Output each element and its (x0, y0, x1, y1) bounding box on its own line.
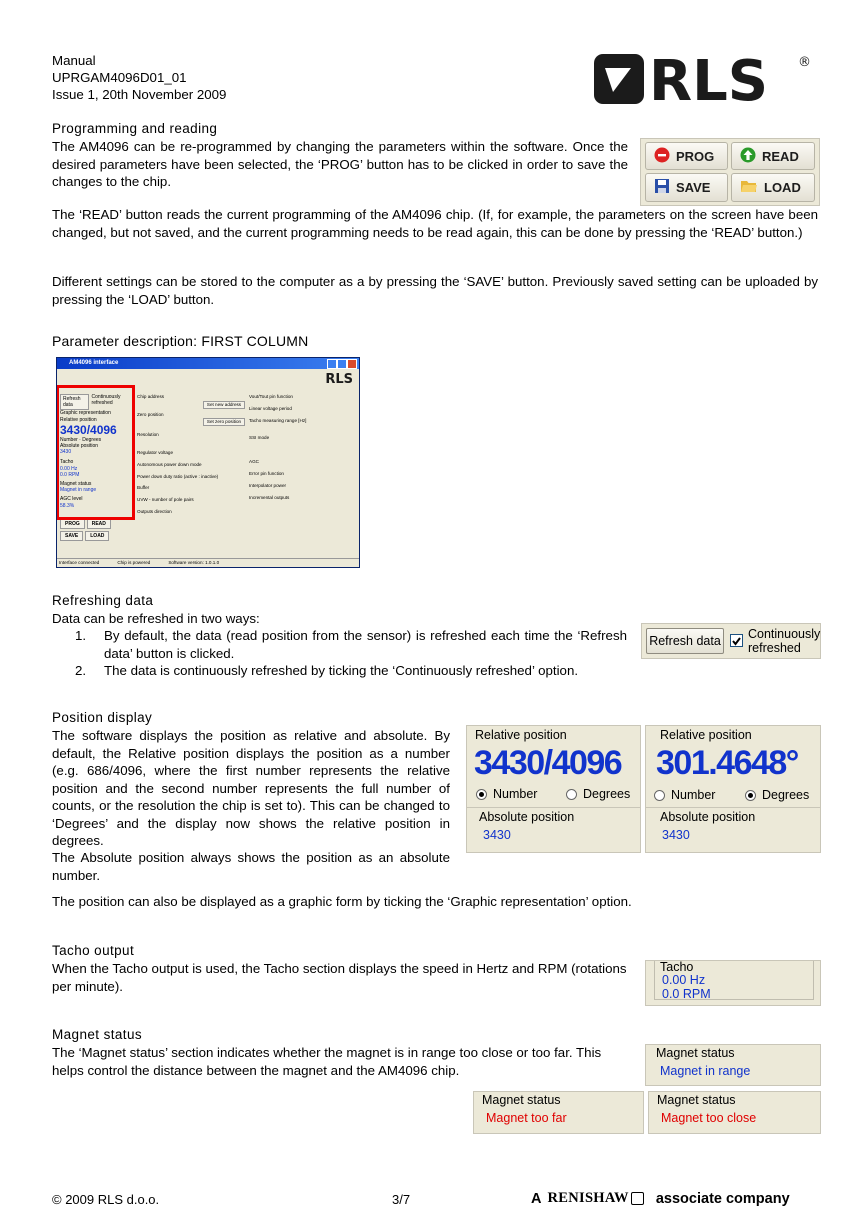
mini-outputs: Outputs direction (137, 508, 172, 514)
absolute-position-value-2: 3430 (662, 828, 690, 842)
refreshing-intro: Data can be refreshed in two ways: (52, 611, 260, 626)
mini-rls-logo: RLS (325, 372, 353, 387)
tacho-label: Tacho (660, 960, 694, 974)
mini-set-zero-button[interactable]: Set zero position (203, 418, 245, 426)
mini-regulator: Regulator voltage (137, 449, 174, 455)
minimize-icon[interactable] (327, 359, 337, 369)
mini-agc-label: AGC level (60, 496, 83, 503)
mini-ssi: SSI mode (249, 435, 270, 441)
mini-agc: AGC (249, 459, 259, 465)
mini-buffer: Buffer (137, 485, 150, 491)
absolute-position-panel-right (645, 807, 821, 853)
footer-page-number: 3/7 (392, 1192, 411, 1207)
mini-magnet-label: Magnet status (60, 481, 92, 488)
mini-abs-value: 3430 (60, 449, 72, 456)
absolute-position-label-2: Absolute position (660, 810, 756, 824)
mini-tacho-rpm: 0.0 RPM (60, 471, 80, 478)
degrees-radio[interactable] (566, 787, 630, 801)
absolute-position-label: Absolute position (479, 810, 575, 824)
first-column: Refresh data Continuously refreshed Graphic representation Relative position 3430/4096 Number · Degrees Absolute position 3430 Tacho 0.00 Hz 0.0 RPM Magnet status Magnet in range AGC level 58.3% PROG READ SAVE LOAD (60, 394, 132, 541)
degrees-radio-selected[interactable] (745, 788, 809, 802)
mini-number-option[interactable]: Number (60, 436, 78, 443)
check-icon (731, 636, 742, 647)
refreshing-list (75, 627, 627, 680)
refresh-panel (641, 623, 821, 659)
prog-button[interactable] (645, 142, 728, 170)
mini-prog-button[interactable]: PROG (60, 519, 85, 529)
renishaw-mark-icon (631, 1192, 644, 1205)
rls-logo (593, 52, 815, 109)
mini-rel-label: Relative position (60, 416, 97, 423)
renishaw-logo-text: RENISHAW (547, 1190, 629, 1206)
close-icon[interactable] (347, 359, 357, 369)
mini-zero-position: Zero position (137, 411, 164, 417)
radio-off-icon (654, 790, 665, 801)
mini-rel-value: 3430/4096 (60, 422, 117, 437)
arrow-up-icon (740, 147, 756, 166)
save-button-label: SAVE (676, 180, 711, 195)
magnet-status-label: Magnet status (656, 1046, 735, 1060)
mini-vout: Vout/Tout pin function (249, 394, 293, 399)
section-title-parameter-description: Parameter description: FIRST COLUMN (52, 333, 309, 349)
mini-abs-label: Absolute position (60, 443, 99, 450)
mini-set-address-button[interactable]: Set new address (203, 401, 245, 409)
am4096-interface-screenshot (56, 357, 360, 568)
relative-position-label: Relative position (475, 728, 567, 742)
programming-paragraph-2: The ‘READ’ button reads the current programming of the AM4096 chip. (If, for example, the parameters on the screen have been changed, but not saved, and the current programming needs to be read again, this can be done by pressing the ‘READ’ button.) (52, 207, 818, 240)
list-item-2: The data is continuously refreshed by ticking the ‘Continuously refreshed’ option. (104, 663, 579, 678)
magnet-paragraph: The ‘Magnet status’ section indicates whether the magnet is in range too close or too far. This helps control the distance between the magnet and the AM4096 chip. (52, 1045, 602, 1078)
list-item-1-number: 1. (75, 628, 87, 643)
mini-tacho-hz: 0.00 Hz (60, 465, 78, 472)
continuously-label-line2: refreshed (748, 641, 801, 655)
magnet-status-label-3: Magnet status (657, 1093, 736, 1107)
status-version: Software version: 1.0.1.0 (168, 560, 220, 565)
tacho-hz-value: 0.00 Hz (662, 973, 706, 987)
mini-magnet-value: Magnet in range (60, 487, 97, 494)
mini-save-button[interactable]: SAVE (60, 531, 83, 541)
section-title-position: Position display (52, 710, 153, 725)
section-title-magnet: Magnet status (52, 1027, 142, 1042)
registered-mark: ® (798, 55, 811, 70)
absolute-position-panel-left (466, 807, 641, 853)
relative-position-value: 3430/4096 (474, 744, 622, 782)
footer-associate-text: associate company (655, 1190, 790, 1207)
prog-button-label: PROG (676, 148, 715, 164)
relative-position-degrees-panel (645, 725, 821, 811)
status-bar (57, 558, 360, 567)
mini-resolution: Resolution (137, 432, 159, 438)
continuously-label-line1: Continuously (748, 627, 821, 641)
mini-tacho-label: Tacho (60, 459, 74, 466)
mini-error-pin: Error pin function (249, 470, 284, 476)
radio-off-icon (566, 789, 577, 800)
relative-position-label-2: Relative position (660, 728, 752, 742)
save-button[interactable] (645, 173, 728, 202)
stop-icon (654, 147, 670, 166)
tacho-panel (645, 960, 821, 1006)
mini-refresh-button[interactable]: Refresh data (60, 394, 89, 410)
radio-on-icon (476, 789, 487, 800)
magnet-status-label-2: Magnet status (482, 1093, 561, 1107)
floppy-icon (654, 178, 670, 197)
mini-graphic-checkbox[interactable]: Graphic representation (60, 410, 111, 417)
radio-on-icon (745, 790, 756, 801)
tacho-paragraph: When the Tacho output is used, the Tacho section displays the speed in Hertz and RPM (rotations per minute). (52, 961, 627, 994)
refresh-data-button[interactable]: Refresh data (646, 628, 724, 654)
mini-linear: Linear voltage period (249, 405, 292, 411)
first-column-highlight (56, 385, 135, 520)
section-title-tacho: Tacho output (52, 943, 135, 958)
second-column (137, 394, 245, 515)
mini-interpolator: Interpolator power (249, 482, 287, 488)
position-paragraph-2: The Absolute position always shows the position as an absolute number. (52, 850, 450, 883)
tacho-rpm-value: 0.0 RPM (662, 987, 711, 1001)
degrees-option-label-2: Degrees (762, 788, 810, 802)
load-button[interactable] (731, 173, 815, 202)
header-issue: Issue 1, 20th November 2009 (52, 87, 227, 102)
mini-incremental: Incremental outputs (249, 494, 290, 500)
position-paragraph-3: The position can also be displayed as a graphic form by ticking the ‘Graphic representation’ option. (52, 894, 632, 909)
read-button[interactable] (731, 142, 815, 170)
footer-a: A (531, 1190, 542, 1207)
mini-degrees-option[interactable]: Degrees (82, 436, 102, 443)
magnet-in-range-panel (645, 1044, 821, 1086)
prog-read-panel (640, 138, 820, 206)
mini-chip-address: Chip address (137, 394, 165, 399)
magnet-too-far-panel (473, 1091, 644, 1134)
mini-power-ratio: Power down duty ratio (active : inactive) (137, 473, 219, 479)
relative-position-degrees-value: 301.4648° (656, 744, 798, 782)
mini-load-button[interactable]: LOAD (85, 531, 109, 541)
logo-text: RLS (649, 52, 769, 106)
programming-paragraph-3: Different settings can be stored to the computer as a by pressing the ‘SAVE’ button. Previously saved setting can be uploaded by pressing the ‘LOAD’ button. (52, 274, 818, 307)
window-title: AM4096 interface (69, 360, 119, 366)
footer-associate (531, 1190, 790, 1207)
number-radio-selected[interactable] (476, 787, 537, 801)
header-manual: Manual (52, 53, 96, 68)
number-option-label: Number (493, 787, 538, 801)
status-powered: Chip is powered (117, 560, 151, 565)
number-radio[interactable] (654, 788, 715, 802)
folder-icon (740, 178, 758, 197)
window-titlebar (57, 358, 359, 369)
third-column (249, 394, 355, 500)
magnet-too-close-value: Magnet too close (661, 1111, 757, 1125)
programming-paragraph-1: The AM4096 can be re-programmed by changing the parameters within the software. Once the desired parameters have been selected, the ‘PROG’ button has to be clicked in order to save the changes to the chip. (52, 139, 628, 189)
number-option-label-2: Number (671, 788, 716, 802)
footer-copyright: © 2009 RLS d.o.o. (52, 1192, 160, 1207)
header-doc-code: UPRGAM4096D01_01 (52, 70, 187, 85)
mini-read-button[interactable]: READ (87, 519, 111, 529)
magnet-too-far-value: Magnet too far (486, 1111, 567, 1125)
section-title-refreshing: Refreshing data (52, 593, 154, 608)
mini-uvw: UVW - number of pole pairs (137, 497, 194, 503)
relative-position-number-panel (466, 725, 641, 811)
status-connected: Interface connected (59, 560, 100, 565)
continuously-checkbox[interactable] (730, 634, 743, 647)
magnet-in-range-value: Magnet in range (660, 1064, 751, 1078)
maximize-icon[interactable] (337, 359, 347, 369)
absolute-position-value: 3430 (483, 828, 511, 842)
mini-autonomous: Autonomous power down mode (137, 461, 202, 467)
degrees-option-label: Degrees (583, 787, 631, 801)
section-title-programming: Programming and reading (52, 121, 218, 136)
position-paragraph-1: The software displays the position as relative and absolute. By default, the Relative position displays the position as a number (e.g. 686/4096, where the first number represents the relative position and the second number represents the full number of counts, or the resolution the chip is set to). This can be changed to ‘Degrees’ and the display now shows the relative position in degrees. (52, 728, 450, 848)
mini-agc-value: 58.3% (60, 502, 75, 509)
read-button-label: READ (762, 148, 799, 164)
continuously-label (748, 627, 820, 655)
magnet-too-close-panel (648, 1091, 821, 1134)
list-item-1: By default, the data (read position from the sensor) is refreshed each time the ‘Refresh data’ button is clicked. (104, 628, 627, 661)
load-button-label: LOAD (764, 180, 801, 195)
mini-continuously-label[interactable]: Continuously refreshed (91, 394, 121, 407)
mini-tacho-range: Tacho measuring range [Hz] (249, 417, 307, 423)
list-item-2-number: 2. (75, 663, 87, 678)
document-header (52, 52, 226, 103)
